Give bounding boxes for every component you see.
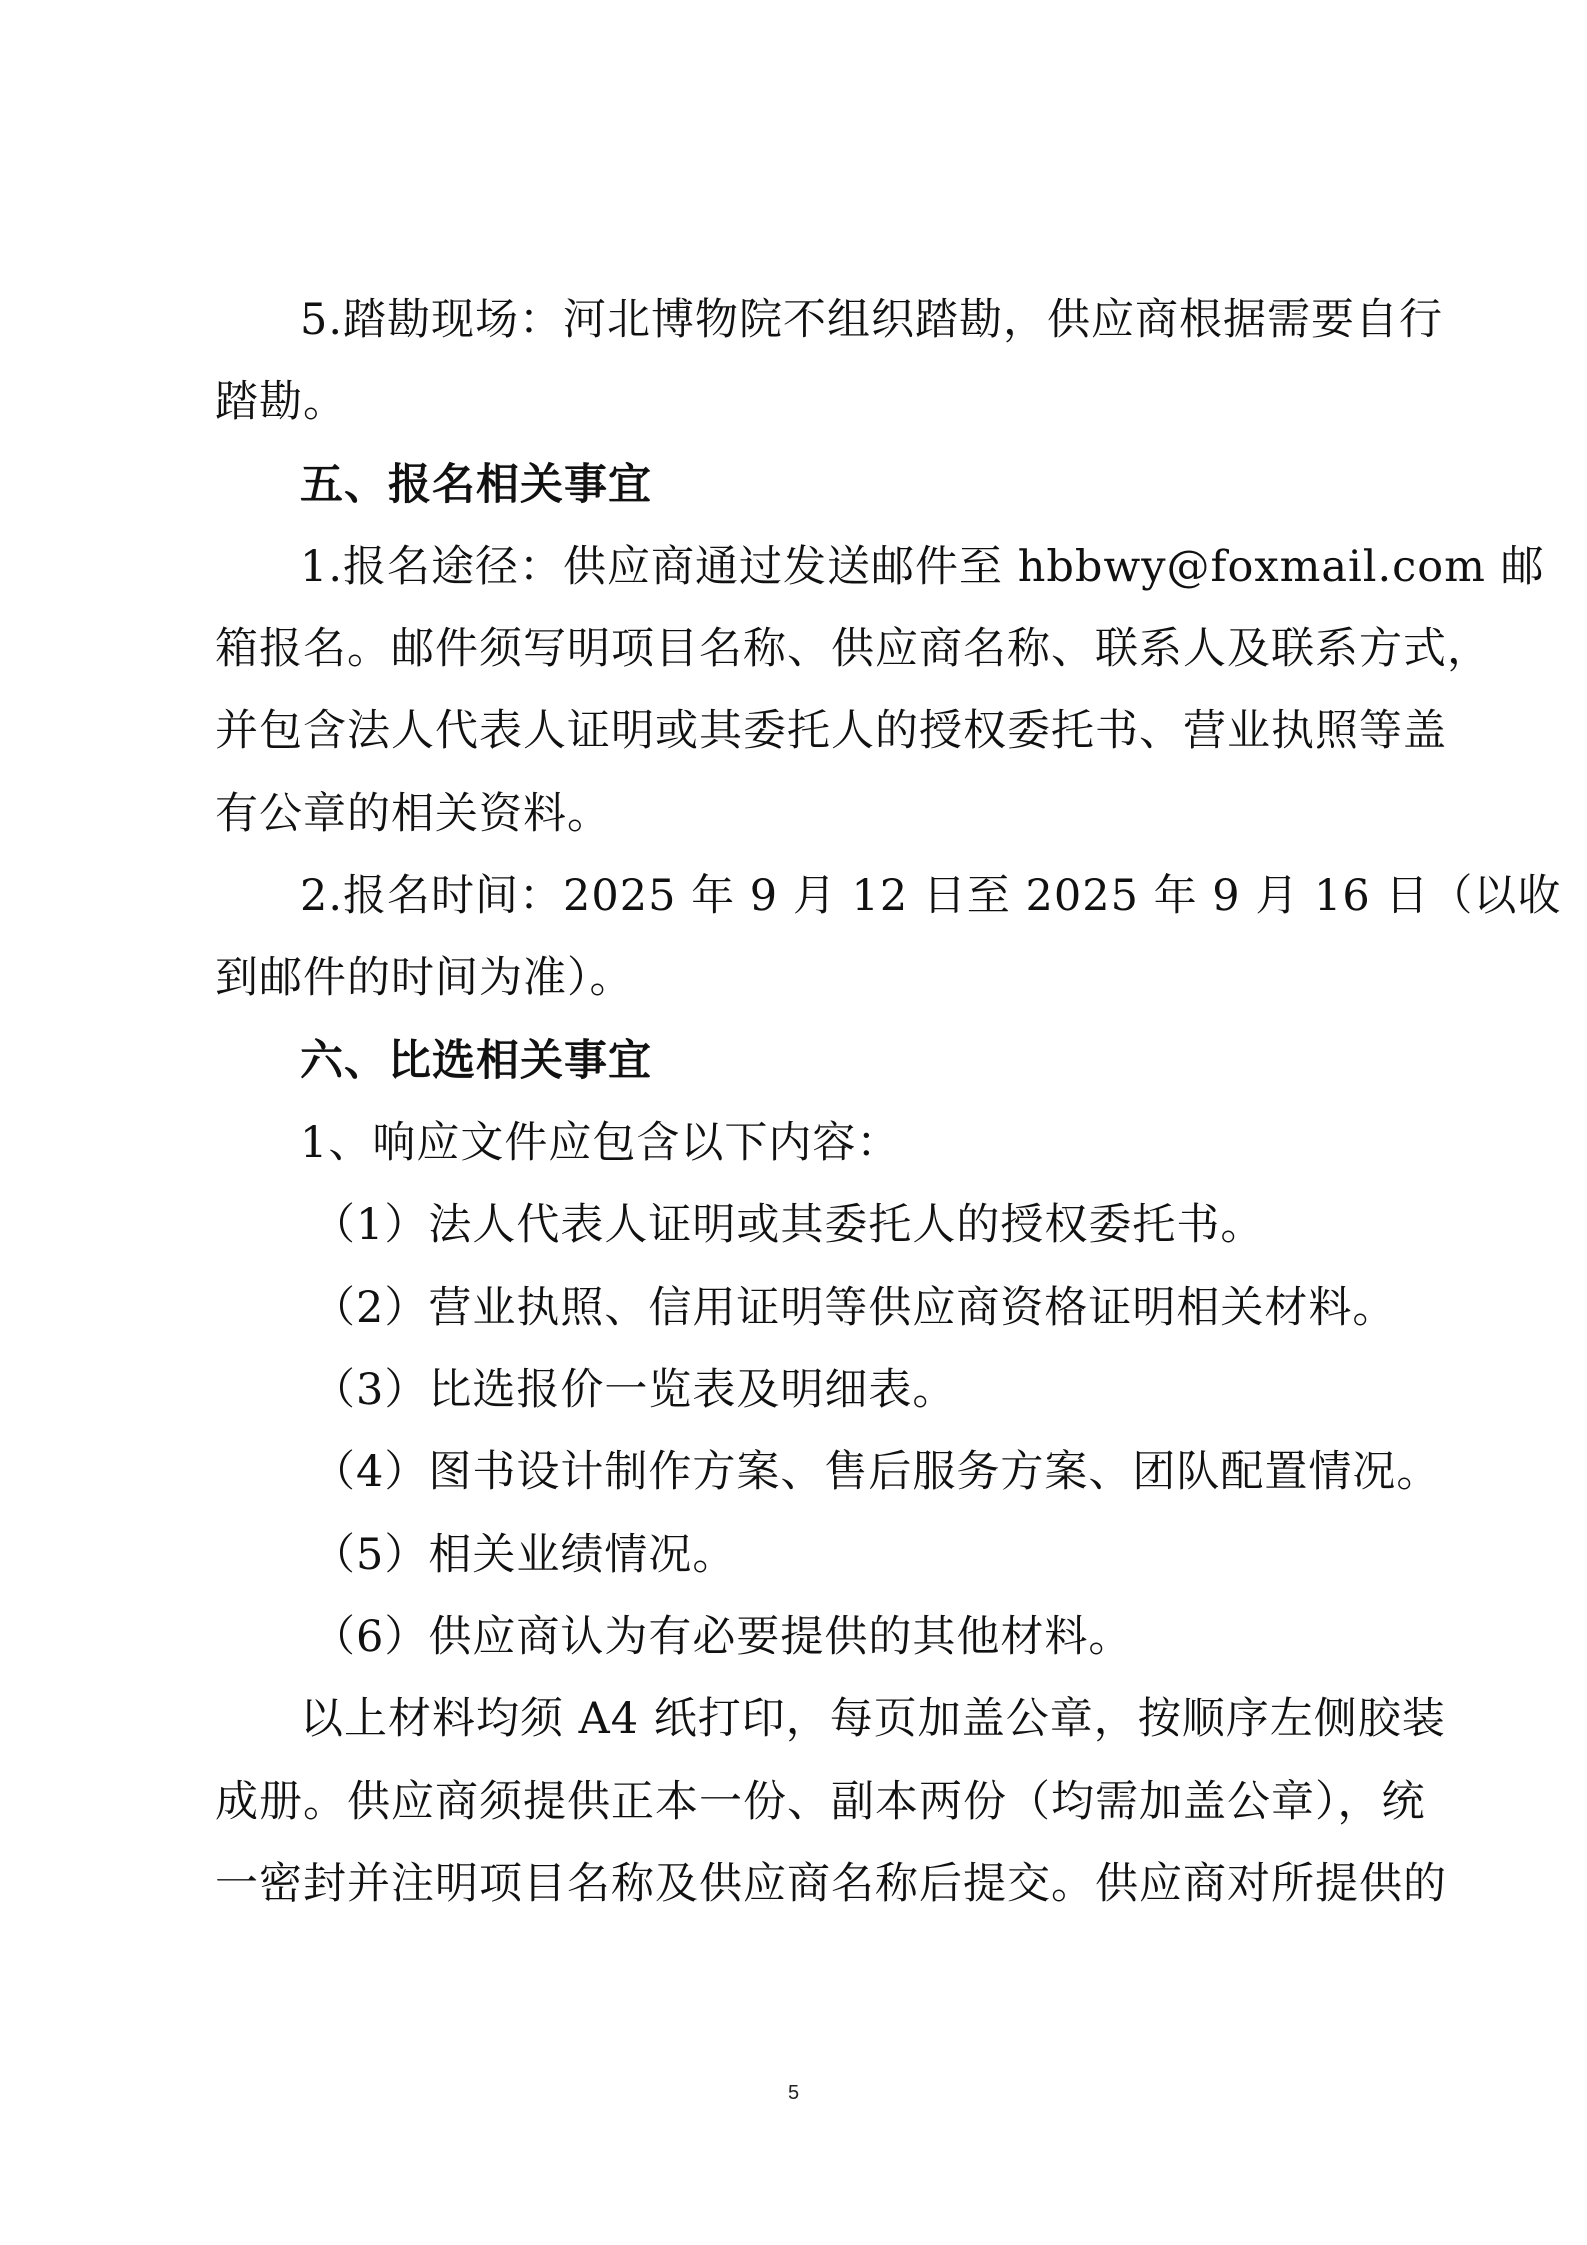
list-item: （3）比选报价一览表及明细表。 (312, 1365, 957, 1415)
paragraph-line: 并包含法人代表人证明或其委托人的授权委托书、营业执照等盖 (215, 706, 1447, 756)
paragraph-line: 1、响应文件应包含以下内容： (300, 1118, 901, 1168)
section-heading: 五、报名相关事宜 (300, 460, 652, 510)
list-item: （6）供应商认为有必要提供的其他材料。 (312, 1612, 1133, 1662)
paragraph-line: 以上材料均须 A4 纸打印，每页加盖公章，按顺序左侧胶装 (300, 1694, 1446, 1744)
paragraph-line: 有公章的相关资料。 (215, 789, 611, 839)
page-number: 5 (787, 2082, 800, 2104)
paragraph-line: 踏勘。 (215, 377, 347, 427)
paragraph-line: 1.报名途径：供应商通过发送邮件至 hbbwy@foxmail.com 邮 (300, 542, 1545, 592)
paragraph-line: 2.报名时间：2025 年 9 月 12 日至 2025 年 9 月 16 日（以收 (300, 871, 1562, 921)
list-item: （4）图书设计制作方案、售后服务方案、团队配置情况。 (312, 1447, 1441, 1497)
paragraph-line: 箱报名。邮件须写明项目名称、供应商名称、联系人及联系方式， (215, 624, 1491, 674)
section-heading: 六、比选相关事宜 (300, 1036, 652, 1086)
list-item: （2）营业执照、信用证明等供应商资格证明相关材料。 (312, 1283, 1397, 1333)
paragraph-line: 一密封并注明项目名称及供应商名称后提交。供应商对所提供的 (215, 1859, 1447, 1909)
paragraph-line: 到邮件的时间为准）。 (215, 953, 634, 1003)
paragraph-line: 5.踏勘现场：河北博物院不组织踏勘，供应商根据需要自行 (300, 295, 1444, 345)
list-item: （1）法人代表人证明或其委托人的授权委托书。 (312, 1200, 1265, 1250)
list-item: （5）相关业绩情况。 (312, 1530, 737, 1580)
paragraph-line: 成册。供应商须提供正本一份、副本两份（均需加盖公章），统 (215, 1777, 1426, 1827)
